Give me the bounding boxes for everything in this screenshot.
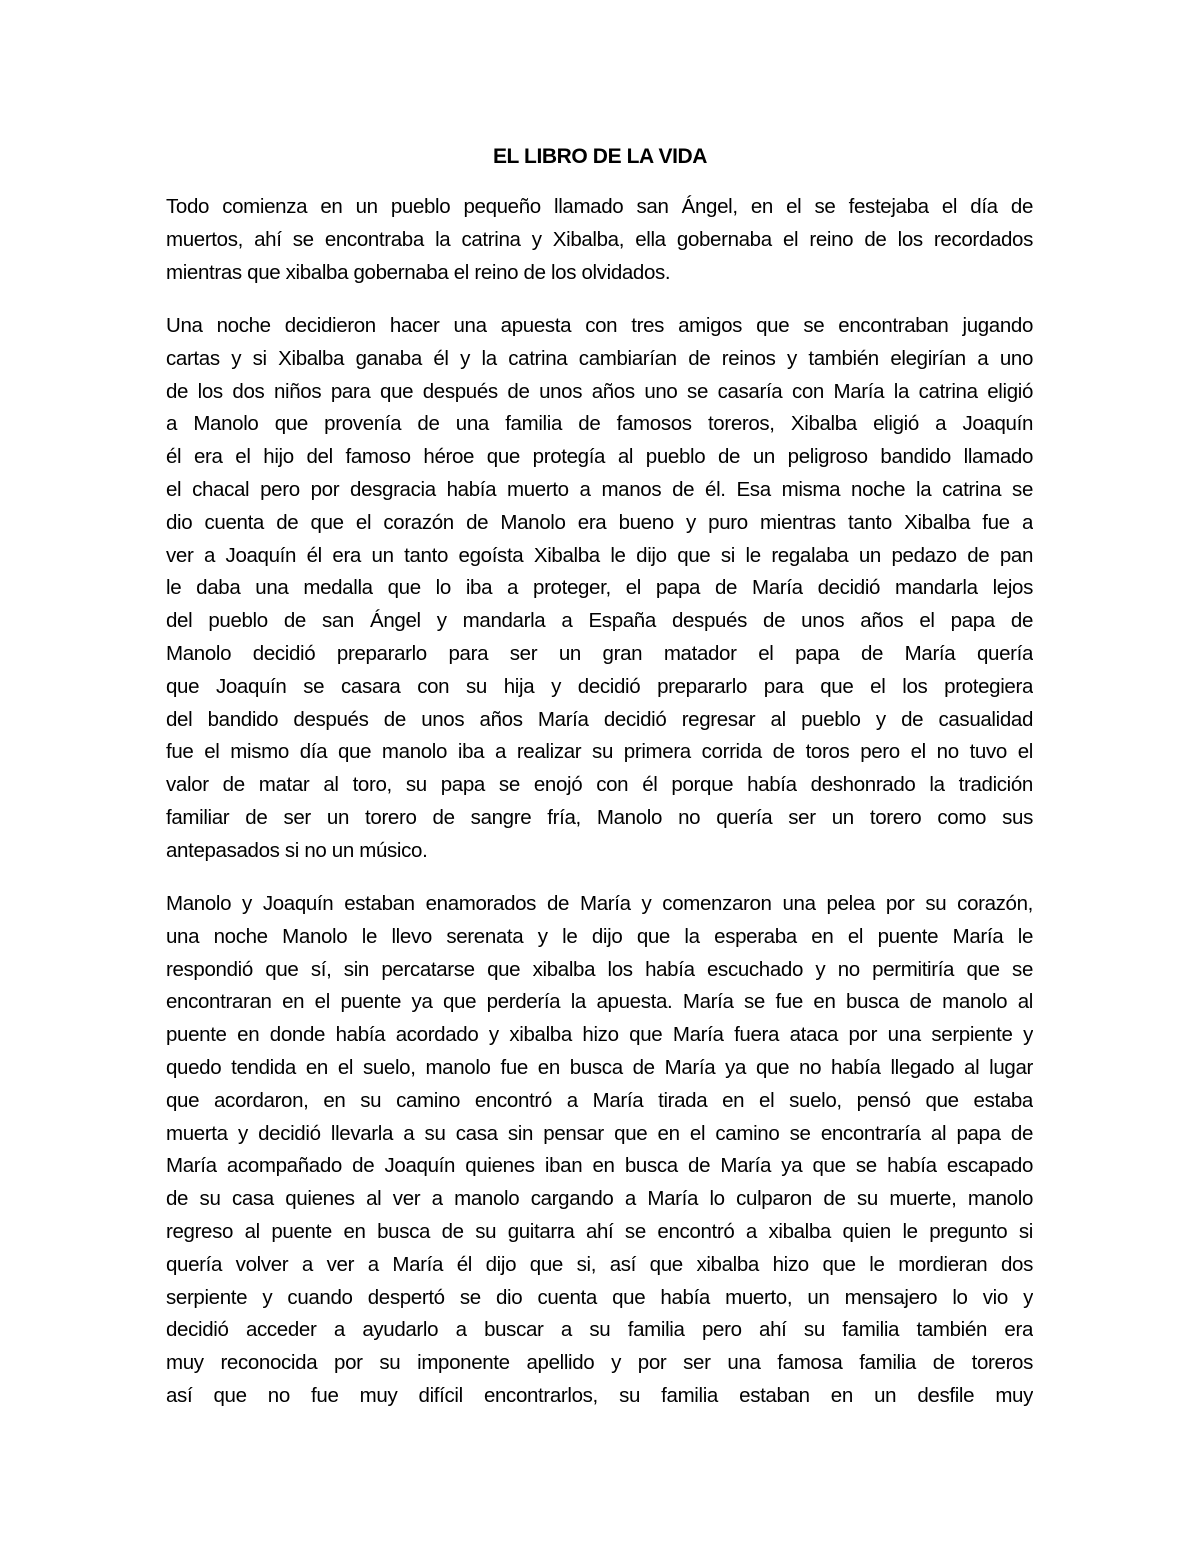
text-line: decidió acceder a ayudarlo a buscar a su familia pero ahí su familia también era (166, 1318, 1033, 1342)
text-line: le daba una medalla que lo iba a proteger, el papa de María decidió mandarla lejos (166, 576, 1033, 600)
text-line: una noche Manolo le llevo serenata y le dijo que la esperaba en el puente María le (166, 924, 1033, 948)
text-line: él era el hijo del famoso héroe que protegía al pueblo de un peligroso bandido llamado (166, 445, 1033, 469)
text-line: regreso al puente en busca de su guitarra ahí se encontró a xibalba quien le pregunto si (166, 1219, 1033, 1243)
document-title: EL LIBRO DE LA VIDA (492, 145, 708, 168)
text-line: el chacal pero por desgracia había muerto a manos de él. Esa misma noche la catrina se (166, 477, 1033, 501)
text-line: quedo tendida en el suelo, manolo fue en busca de María ya que no había llegado al lugar (166, 1055, 1033, 1079)
text-line: mientras que xibalba gobernaba el reino de los olvidados. (166, 260, 671, 284)
text-line: serpiente y cuando despertó se dio cuenta que había muerto, un mensajero lo vio y (166, 1285, 1033, 1309)
text-line: ver a Joaquín él era un tanto egoísta Xibalba le dijo que si le regalaba un pedazo de pan (166, 543, 1033, 567)
text-line: antepasados si no un músico. (166, 838, 428, 862)
text-line: de su casa quienes al ver a manolo cargando a María lo culparon de su muerte, manolo (166, 1187, 1033, 1211)
paragraph-2 (166, 310, 1033, 868)
text-line: del bandido después de unos años María decidió regresar al pueblo y de casualidad (166, 707, 1033, 731)
text-line: María acompañado de Joaquín quienes iban en busca de María ya que se había escapado (166, 1154, 1033, 1178)
text-line: que acordaron, en su camino encontró a María tirada en el suelo, pensó que estaba (166, 1088, 1033, 1112)
text-line: Manolo y Joaquín estaban enamorados de María y comenzaron una pelea por su corazón, (166, 892, 1033, 915)
text-line: puente en donde había acordado y xibalba hizo que María fuera ataca por una serpiente y (166, 1023, 1033, 1047)
text-line: muertos, ahí se encontraba la catrina y Xibalba, ella gobernaba el reino de los recordados (166, 227, 1033, 251)
text-line: que Joaquín se casara con su hija y decidió prepararlo para que el los protegiera (166, 674, 1033, 698)
text-line: Todo comienza en un pueblo pequeño llamado san Ángel, en el se festejaba el día de (166, 195, 1033, 218)
text-line: familiar de ser un torero de sangre fría, Manolo no quería ser un torero como sus (166, 805, 1033, 829)
text-line: cartas y si Xibalba ganaba él y la catrina cambiarían de reinos y también elegirían a uno (166, 346, 1033, 370)
text-line: a Manolo que provenía de una familia de famosos toreros, Xibalba eligió a Joaquín (166, 412, 1033, 436)
paragraph-1 (166, 191, 1033, 289)
text-line: valor de matar al toro, su papa se enojó con él porque había deshonrado la tradición (166, 773, 1033, 797)
text-line: muerta y decidió llevarla a su casa sin pensar que en el camino se encontraría al papa de (166, 1121, 1033, 1145)
text-line: así que no fue muy difícil encontrarlos, su familia estaban en un desfile muy (166, 1383, 1033, 1407)
text-line: muy reconocida por su imponente apellido y por ser una famosa familia de toreros (166, 1351, 1033, 1375)
text-line: Una noche decidieron hacer una apuesta con tres amigos que se encontraban jugando (166, 314, 1033, 337)
text-line: Manolo decidió prepararlo para ser un gran matador el papa de María quería (166, 641, 1033, 665)
text-line: dio cuenta de que el corazón de Manolo era bueno y puro mientras tanto Xibalba fue a (166, 510, 1033, 534)
text-line: respondió que sí, sin percatarse que xibalba los había escuchado y no permitiría que se (166, 957, 1033, 981)
text-line: de los dos niños para que después de unos años uno se casaría con María la catrina eligió (166, 379, 1033, 403)
text-line: quería volver a ver a María él dijo que si, así que xibalba hizo que le mordieran dos (166, 1252, 1033, 1276)
text-line: fue el mismo día que manolo iba a realizar su primera corrida de toros pero el no tuvo el (166, 740, 1033, 764)
text-line: del pueblo de san Ángel y mandarla a España después de unos años el papa de (166, 609, 1033, 633)
text-line: encontraran en el puente ya que perdería la apuesta. María se fue en busca de manolo al (166, 990, 1033, 1014)
paragraph-3 (166, 888, 1033, 1413)
